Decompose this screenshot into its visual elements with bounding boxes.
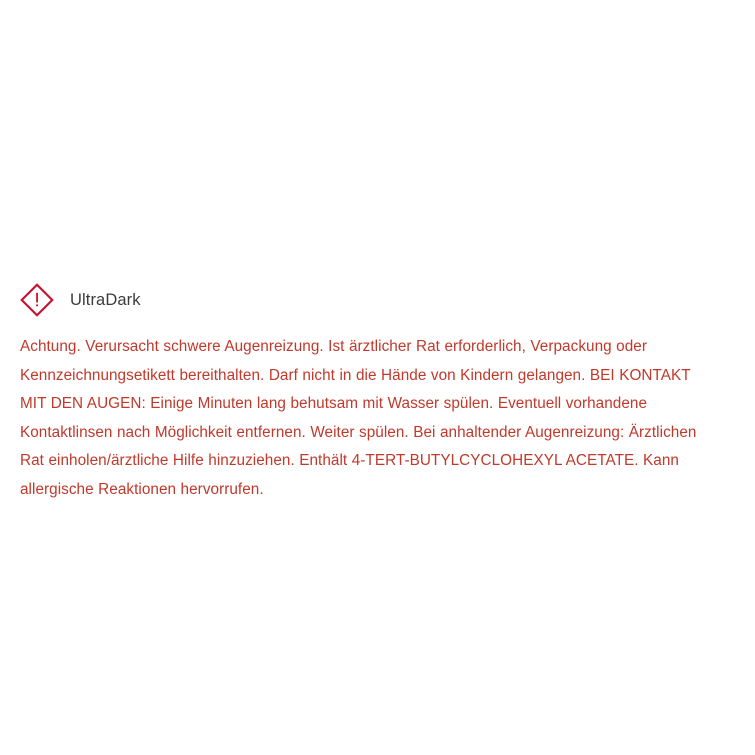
hazard-header [20, 281, 720, 319]
hazard-information-block [20, 281, 720, 519]
exclamation-mark-hazard-icon [20, 283, 54, 317]
hazard-statement-text: Achtung. Verursacht schwere Augenreizung. Ist ärztlicher Rat erforderlich, Verpackung oder Kennzeichnungsetikett bereithalten. Darf nicht in die Hände von Kindern gelangen. BEI KONTAKT MIT DEN AUGEN: Einige Minuten lang behutsam mit Wasser spülen. Eventuell vorhandene Kontaktlinsen nach Möglichkeit entfernen. Weiter spülen. Bei anhaltender Augenreizung: Ärztlichen Rat einholen/ärztliche Hilfe hinzuziehen. Enthält 4-TERT-BUTYLCYCLOHEXYL ACETATE. Kann allergische Reaktionen hervorrufen. [20, 338, 697, 498]
product-name: UltraDark [70, 290, 141, 309]
